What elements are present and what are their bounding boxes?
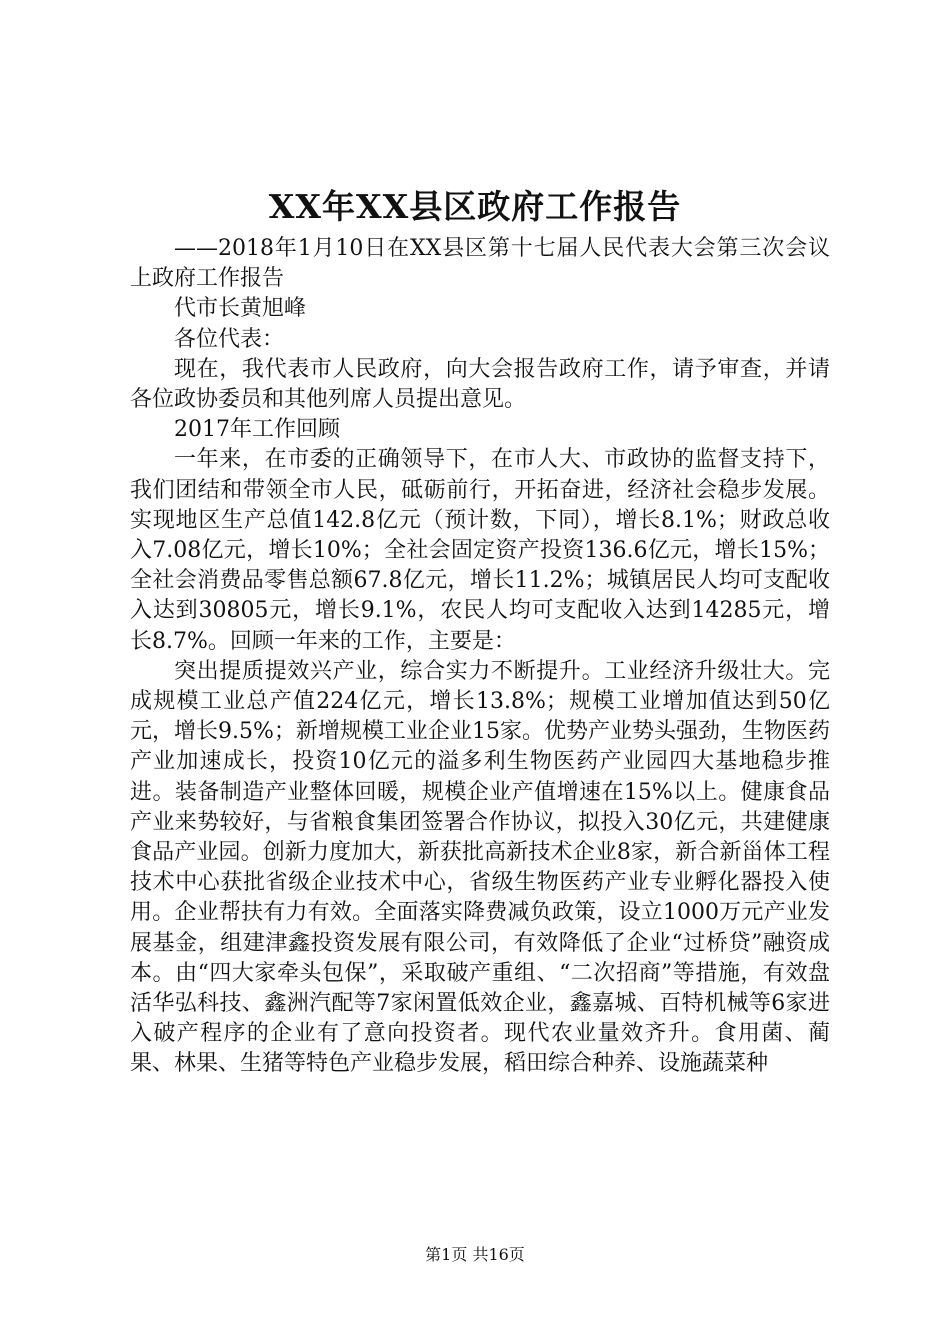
subtitle-paragraph: ——2018年1月10日在XX县区第十七届人民代表大会第三次会议上政府工作报告 [130, 236, 830, 292]
industry-paragraph: 突出提质提效兴产业，综合实力不断提升。工业经济升级壮大。完成规模工业总产值224亿元，增长13.8%；规模工业增加值达到50亿元，增长9.5%；新增规模工业企业15家。优势产业势头强劲，生物医药产业加速成长，投资10亿元的溢多利生物医药产业园四大基地稳步推进。装备制造产业整体回暖，规模企业产值增速在15%以上。健康食品产业来势较好，与省粮食集团签署合作协议，拟投入30亿元，共建健康食品产业园。创新力度加大，新获批高新技术企业8家，新合新甾体工程技术中心获批省级企业技术中心，省级生物医药产业专业孵化器投入使用。企业帮扶有力有效。全面落实降费减负政策，设立1000万元产业发展基金，组建津鑫投资发展有限公司，有效降低了企业“过桥贷”融资成本。由“四大家牵头包保”，采取破产重组、“二次招商”等措施，有效盘活华弘科技、鑫洲汽配等7家闲置低效企业，鑫嘉城、百特机械等6家进入破产程序的企业有了意向投资者。现代农业量效齐升。食用菌、蔺果、林果、生猪等特色产业稳步发展，稻田综合种养、设施蔬菜种 [130, 658, 830, 1077]
section-heading: 2017年工作回顾 [174, 417, 340, 443]
intro-paragraph: 现在，我代表市人民政府，向大会报告政府工作，请予审查，并请各位政协委员和其他列席人员提出意见。 [130, 356, 830, 413]
speaker-line: 代市长黄旭峰 [174, 296, 307, 322]
document-title: XX年XX县区政府工作报告 [268, 187, 682, 226]
page-number-footer: 第1页 共16页 [425, 1245, 525, 1264]
salutation: 各位代表： [174, 326, 285, 352]
document-body [130, 234, 830, 1080]
review-paragraph: 一年来，在市委的正确领导下，在市人大、市政协的监督支持下，我们团结和带领全市人民，砥砺前行，开拓奋进，经济社会稳步发展。实现地区生产总值142.8亿元（预计数，下同），增长8.1%；财政总收入7.08亿元，增长10%；全社会固定资产投资136.6亿元，增长15%；全社会消费品零售总额67.8亿元，增长11.2%；城镇居民人均可支配收入达到30805元，增长9.1%，农民人均可支配收入达到14285元，增长8.7%。回顾一年来的工作，主要是： [130, 447, 831, 654]
